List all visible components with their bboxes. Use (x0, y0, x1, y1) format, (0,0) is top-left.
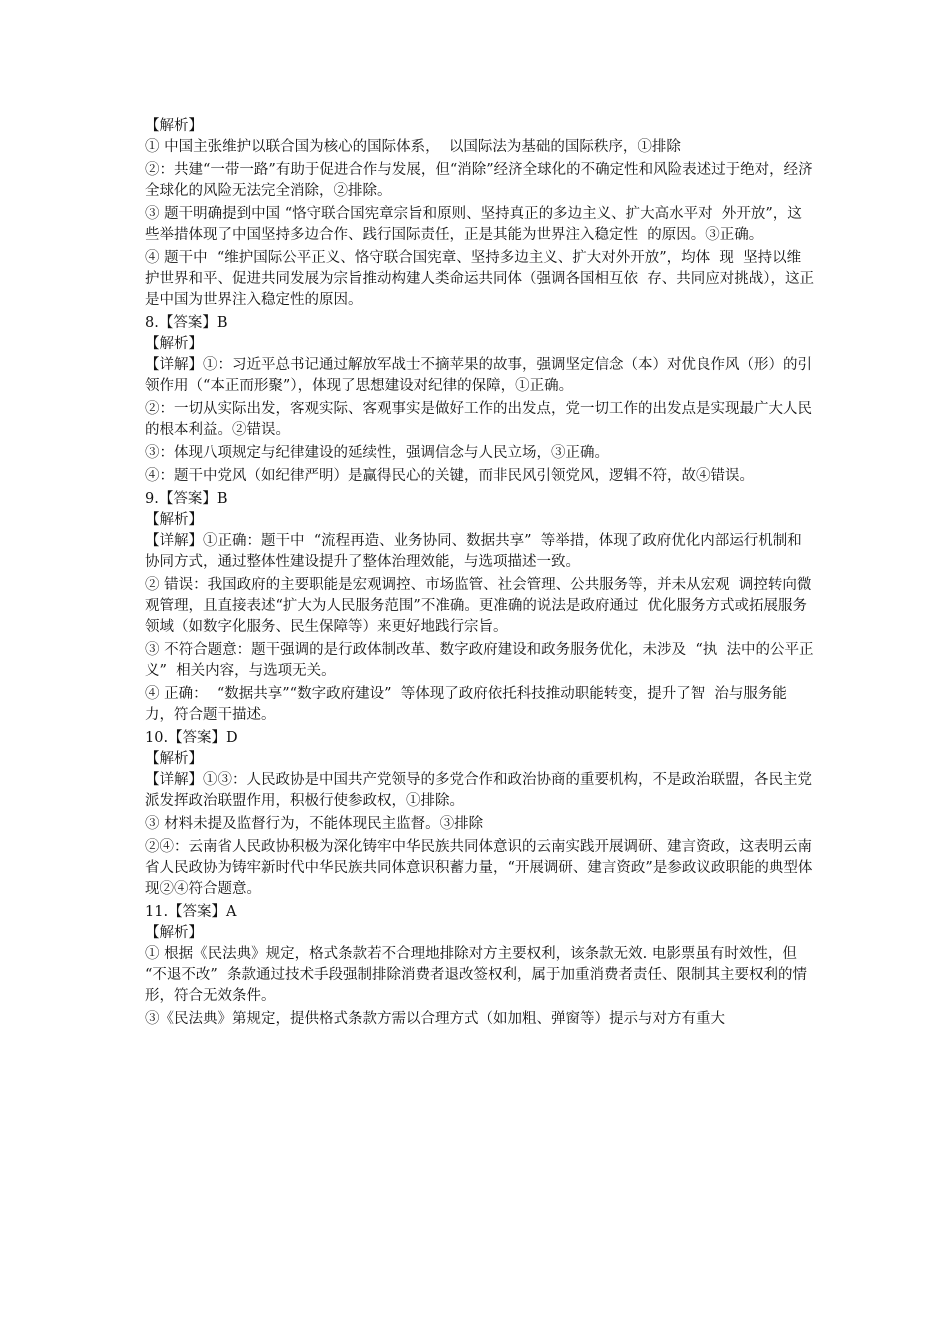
answer-heading-9: 9.【答案】B (145, 491, 228, 507)
section-label: 【解析】 (145, 751, 203, 767)
section-label: 【解析】 (145, 925, 203, 941)
paragraph: ②：一切从实际出发，客观实际、客观事实是做好工作的出发点，党一切工作的出发点是实现最广大人民的根本利益。②错误。 (145, 401, 812, 438)
paragraph: ②④：云南省人民政协积极为深化铸牢中华民族共同体意识的云南实践开展调研、建言资政，这表明云南省人民政协为铸牢新时代中华民族共同体意识积蓄力量，“开展调研、建言资政”是参政议政职能的典型体现②④符合题意。 (145, 839, 813, 897)
paragraph: 【详解】①正确：题干中 “流程再造、业务协同、数据共享” 等举措，体现了政府优化内部运行机制和协同方式，通过整体性建设提升了整体治理效能，与选项描述一致。 (145, 533, 802, 570)
paragraph: ③《民法典》第规定，提供格式条款方需以合理方式（如加粗、弹窗等）提示与对方有重大 (145, 1011, 725, 1027)
paragraph: ③：体现八项规定与纪律建设的延续性，强调信念与人民立场，③正确。 (145, 445, 609, 461)
paragraph: ③ 材料未提及监督行为，不能体现民主监督。③排除 (145, 816, 484, 832)
paragraph: ④ 题干中 “维护国际公平正义、恪守联合国宪章、坚持多边主义、扩大对外开放”，均体 现 坚持以维护世界和平、促进共同发展为宗旨推动构建人类命运共同体（强调各国相互依 存、共同应对挑战），这正是中国为世界注入稳定性的原因。 (145, 250, 814, 308)
paragraph: ② 错误：我国政府的主要职能是宏观调控、市场监管、社会管理、公共服务等，并未从宏观 调控转向微观管理，且直接表述“扩大为人民服务范围”不准确。更准确的说法是政府通过 优化服务方式或拓展服务领域（如数字化服务、民生保障等）来更好地践行宗旨。 (145, 577, 812, 635)
paragraph: 【详解】①：习近平总书记通过解放军战士不摘苹果的故事，强调坚定信念（本）对优良作风（形）的引领作用（“本正而形聚”），体现了思想建设对纪律的保障，①正确。 (145, 357, 812, 394)
section-label: 【解析】 (145, 336, 203, 352)
answer-heading-11: 11.【答案】A (145, 904, 237, 920)
paragraph: ③ 不符合题意：题干强调的是行政体制改革、数字政府建设和政务服务优化，未涉及 “执 法中的公平正义” 相关内容，与选项无关。 (145, 642, 814, 679)
answer-heading-10: 10.【答案】D (145, 730, 238, 746)
answer-explanation-text (145, 116, 815, 1032)
section-label: 【解析】 (145, 118, 203, 134)
paragraph: ③ 题干明确提到中国 “恪守联合国宪章宗旨和原则、坚持真正的多边主义、扩大高水平对 外开放”，这些举措体现了中国坚持多边合作、践行国际责任，正是其能为世界注入稳定性 的原因。③正确。 (145, 206, 802, 243)
paragraph: 【详解】①③：人民政协是中国共产党领导的多党合作和政治协商的重要机构，不是政治联盟，各民主党派发挥政治联盟作用，积极行使参政权，①排除。 (145, 772, 812, 809)
paragraph: ④：题干中党风（如纪律严明）是赢得民心的关键，而非民风引领党风，逻辑不符，故④错误。 (145, 468, 754, 484)
answer-heading-8: 8.【答案】B (145, 315, 228, 331)
paragraph: ④ 正确： “数据共享”“数字政府建设” 等体现了政府依托科技推动职能转变，提升了智 治与服务能力，符合题干描述。 (145, 686, 787, 723)
paragraph: ① 根据《民法典》规定，格式条款若不合理地排除对方主要权利，该条款无效. 电影票虽有时效性，但 “不退不改” 条款通过技术手段强制排除消费者退改签权利，属于加重消费者责任、限制其主要权利的情形，符合无效条件。 (145, 946, 808, 1004)
paragraph: ②：共建“一带一路”有助于促进合作与发展，但“消除”经济全球化的不确定性和风险表述过于绝对，经济全球化的风险无法完全消除，②排除。 (145, 162, 813, 199)
section-label: 【解析】 (145, 512, 203, 528)
paragraph: ① 中国主张维护以联合国为核心的国际体系， 以国际法为基础的国际秩序，①排除 (145, 139, 681, 155)
